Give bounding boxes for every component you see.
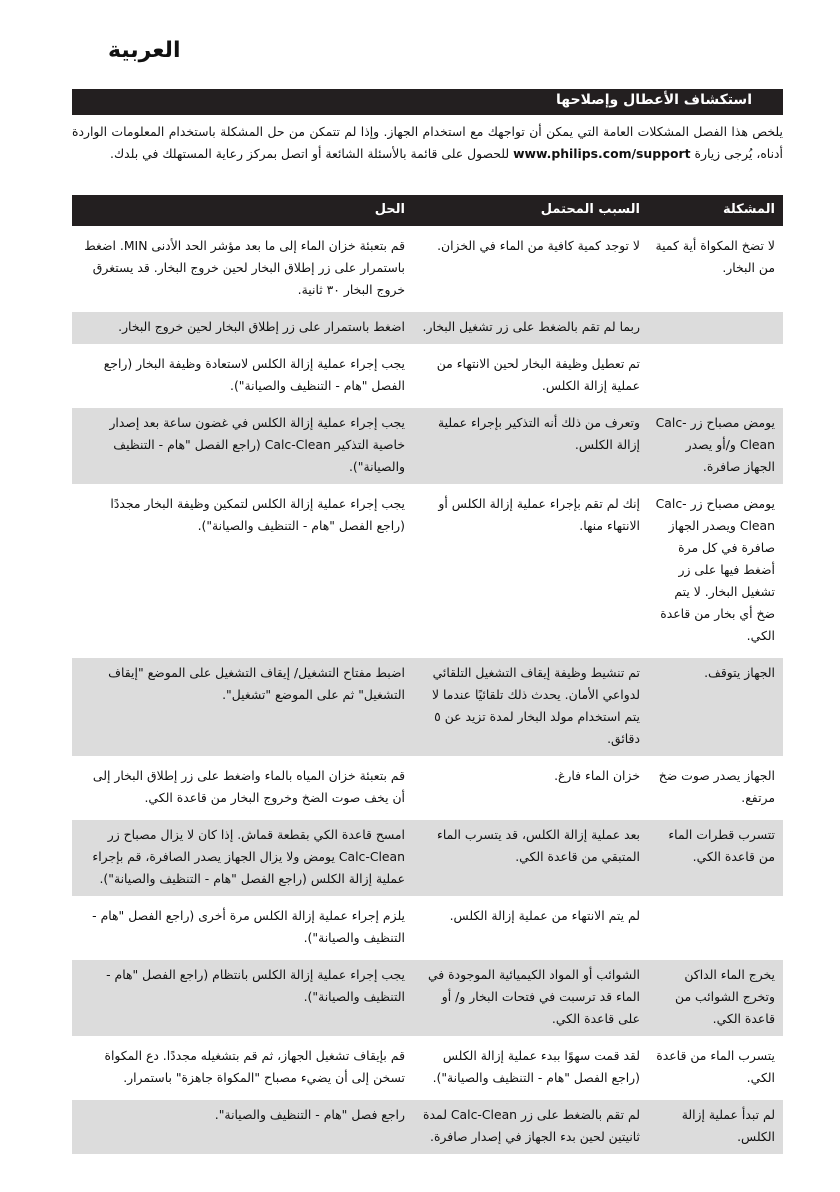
table-row bbox=[72, 901, 783, 955]
cell-solution: يجب إجراء عملية إزالة الكلس لاستعادة وظيفة البخار (راجع الفصل "هام - التنظيف والصيانة"). bbox=[103, 356, 405, 393]
cell-cause: ربما لم تقم بالضغط على زر تشغيل البخار. bbox=[413, 312, 648, 344]
header-cause: السبب المحتمل bbox=[413, 195, 648, 226]
section-title: استكشاف الأعطال وإصلاحها bbox=[555, 92, 752, 108]
troubleshooting-table bbox=[72, 190, 783, 1159]
intro-text-before: يلخص هذا الفصل المشكلات العامة التي يمكن أن تواجهك مع استخدام الجهاز. وإذا لم تتمكن من حل المشكلة باستخدام المعلومات الواردة أدناه، يُرجى زيارة bbox=[72, 124, 783, 161]
support-link[interactable]: www.philips.com/support bbox=[513, 146, 691, 161]
cell-cause: إنك لم تقم بإجراء عملية إزالة الكلس أو الانتهاء منها. bbox=[438, 496, 640, 533]
cell-solution: يجب إجراء عملية إزالة الكلس لتمكين وظيفة البخار مجددًا (راجع الفصل "هام - التنظيف والصيانة"). bbox=[110, 496, 405, 533]
cell-solution: راجع فصل "هام - التنظيف والصيانة". bbox=[72, 1100, 413, 1154]
cell-solution: اضبط مفتاح التشغيل/ إيقاف التشغيل على الموضع "إيقاف التشغيل" ثم على الموضع "تشغيل". bbox=[72, 658, 413, 756]
cell-cause: تم تعطيل وظيفة البخار لحين الانتهاء من عملية إزالة الكلس. bbox=[436, 356, 640, 393]
language-heading: العربية bbox=[108, 38, 181, 63]
table-body bbox=[72, 231, 783, 1154]
cell-problem: يتسرب الماء من قاعدة الكي. bbox=[656, 1048, 775, 1085]
cell-solution: اضغط باستمرار على زر إطلاق البخار لحين خروج البخار. bbox=[72, 312, 413, 344]
table-row bbox=[72, 349, 783, 403]
cell-problem: الجهاز يتوقف. bbox=[648, 658, 783, 756]
cell-cause: وتعرف من ذلك أنه التذكير بإجراء عملية إزالة الكلس. bbox=[413, 408, 648, 484]
cell-solution: يلزم إجراء عملية إزالة الكلس مرة أخرى (راجع الفصل "هام - التنظيف والصيانة"). bbox=[92, 908, 405, 945]
cell-solution: قم بتعبئة خزان الماء إلى ما بعد مؤشر الحد الأدنى MIN. اضغط باستمرار على زر إطلاق البخار لحين خروج البخار. قد يستغرق خروج البخار ٣٠ ثانية. bbox=[84, 238, 405, 297]
section-header-bar bbox=[72, 89, 783, 115]
intro-text-after: للحصول على قائمة بالأسئلة الشائعة أو اتصل بمركز رعاية المستهلك في بلدك. bbox=[110, 146, 510, 161]
cell-problem bbox=[648, 901, 783, 955]
header-solution: الحل bbox=[72, 195, 413, 226]
table-header-row bbox=[72, 195, 783, 226]
cell-problem: الجهاز يصدر صوت ضخ مرتفع. bbox=[658, 768, 775, 805]
cell-cause: لا توجد كمية كافية من الماء في الخزان. bbox=[437, 238, 640, 253]
table-row bbox=[72, 1041, 783, 1095]
cell-solution: يجب إجراء عملية إزالة الكلس بانتظام (راجع الفصل "هام - التنظيف والصيانة"). bbox=[72, 960, 413, 1036]
table-row bbox=[72, 489, 783, 653]
cell-cause: الشوائب أو المواد الكيميائية الموجودة في الماء قد ترسبت في فتحات البخار و/ أو على قاعدة الكي. bbox=[413, 960, 648, 1036]
table-row bbox=[72, 960, 783, 1036]
cell-problem bbox=[648, 312, 783, 344]
table-row bbox=[72, 820, 783, 896]
cell-solution: امسح قاعدة الكي بقطعة قماش. إذا كان لا يزال مصباح زر Calc-Clean يومض ولا يزال الجهاز يصدر الصافرة، قم بإجراء عملية إزالة الكلس (راجع الفصل "هام - التنظيف والصيانة"). bbox=[72, 820, 413, 896]
cell-problem bbox=[648, 349, 783, 403]
cell-problem: لم تبدأ عملية إزالة الكلس. bbox=[648, 1100, 783, 1154]
table-row bbox=[72, 761, 783, 815]
cell-solution: قم بتعبئة خزان المياه بالماء واضغط على زر إطلاق البخار إلى أن يخف صوت الضخ وخروج البخار من قاعدة الكي. bbox=[92, 768, 405, 805]
cell-cause: لقد قمت سهوًا ببدء عملية إزالة الكلس (راجع الفصل "هام - التنظيف والصيانة"). bbox=[432, 1048, 640, 1085]
cell-cause: خزان الماء فارغ. bbox=[554, 768, 640, 783]
table-row bbox=[72, 1100, 783, 1154]
table-row bbox=[72, 658, 783, 756]
header-problem: المشكلة bbox=[648, 195, 783, 226]
cell-cause: بعد عملية إزالة الكلس، قد يتسرب الماء المتبقي من قاعدة الكي. bbox=[413, 820, 648, 896]
table-row bbox=[72, 408, 783, 484]
cell-problem: يومض مصباح زر Calc-Clean و/أو يصدر الجهاز صافرة. bbox=[648, 408, 783, 484]
table-row bbox=[72, 231, 783, 307]
cell-cause: تم تنشيط وظيفة إيقاف التشغيل التلقائي لدواعي الأمان. يحدث ذلك تلقائيًا عندما لا يتم استخدام مولد البخار لمدة تزيد عن ٥ دقائق. bbox=[413, 658, 648, 756]
cell-problem: يخرج الماء الداكن وتخرج الشوائب من قاعدة الكي. bbox=[648, 960, 783, 1036]
cell-solution: يجب إجراء عملية إزالة الكلس في غضون ساعة بعد إصدار خاصية التذكير Calc-Clean (راجع الفصل "هام - التنظيف والصيانة"). bbox=[72, 408, 413, 484]
table-row bbox=[72, 312, 783, 344]
cell-cause: لم يتم الانتهاء من عملية إزالة الكلس. bbox=[449, 908, 640, 923]
intro-paragraph bbox=[72, 121, 783, 165]
cell-problem: لا تضخ المكواة أية كمية من البخار. bbox=[655, 238, 775, 275]
cell-solution: قم بإيقاف تشغيل الجهاز، ثم قم بتشغيله مجددًا. دع المكواة تسخن إلى أن يضيء مصباح "المكواة جاهزة" باستمرار. bbox=[104, 1048, 405, 1085]
cell-cause: لم تقم بالضغط على زر Calc-Clean لمدة ثانيتين لحين بدء الجهاز في إصدار صافرة. bbox=[413, 1100, 648, 1154]
cell-problem: يومض مصباح زر Calc-Clean ويصدر الجهاز صافرة في كل مرة أضغط فيها على زر تشغيل البخار. لا يتم ضخ أي بخار من قاعدة الكي. bbox=[655, 496, 775, 643]
cell-problem: تتسرب قطرات الماء من قاعدة الكي. bbox=[648, 820, 783, 896]
